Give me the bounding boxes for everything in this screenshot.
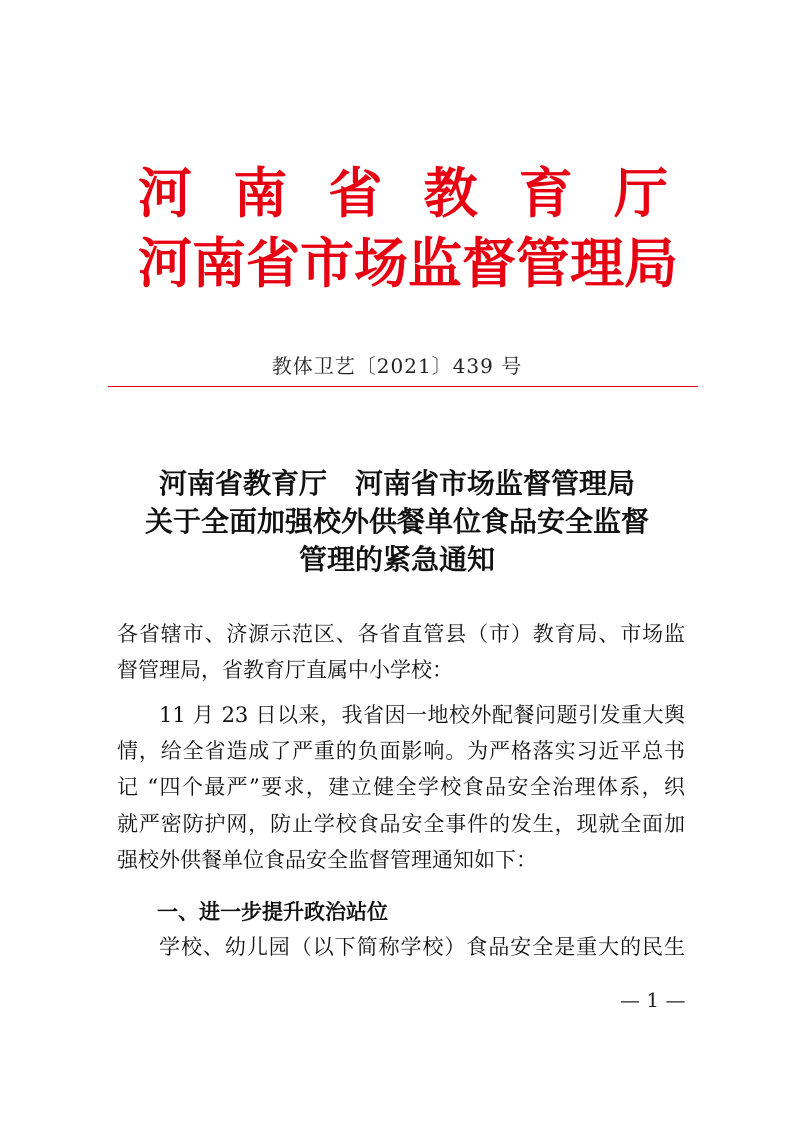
addressee (117, 616, 685, 688)
title-line-2: 关于全面加强校外供餐单位食品安全监督 (144, 505, 649, 538)
paragraph-1-line-4: 就严密防护网，防止学校食品安全事件的发生，现就全面加 (117, 811, 685, 836)
title-line-3: 管理的紧急通知 (298, 543, 495, 576)
issuer-header-line-2: 河南省市场监督管理局 (138, 232, 678, 295)
addressee-line-1: 各省辖市、济源示范区、各省直管县（市）教育局、市场监 (117, 622, 685, 646)
paragraph-1-line-2: 情，给全省造成了严重的负面影响。为严格落实习近平总书 (117, 739, 685, 764)
paragraph-1-line-1: 11 月 23 日以来，我省因一地校外配餐问题引发重大舆 (159, 703, 685, 727)
page-number: — 1 — (620, 988, 686, 1012)
section-1-heading: 一、进一步提升政治站位 (157, 900, 388, 924)
issuer-header-line-1: 河 南 省 教 育 厅 (138, 162, 668, 225)
document-number: 教体卫艺〔2021〕439 号 (271, 354, 523, 378)
paragraph-1-line-5: 强校外供餐单位食品安全监督管理通知如下： (117, 847, 537, 872)
red-separator-line (108, 386, 698, 387)
section-1-line-1: 学校、幼儿园（以下简称学校）食品安全是重大的民生 (159, 935, 685, 959)
paragraph-1-line-3: 记 “四个最严”要求，建立健全学校食品安全治理体系，织 (117, 775, 685, 800)
section-1-body (117, 929, 685, 965)
paragraph-1 (117, 697, 685, 878)
addressee-line-2: 督管理局，省教育厅直属中小学校： (117, 658, 453, 683)
title-line-1: 河南省教育厅 河南省市场监督管理局 (158, 467, 635, 500)
